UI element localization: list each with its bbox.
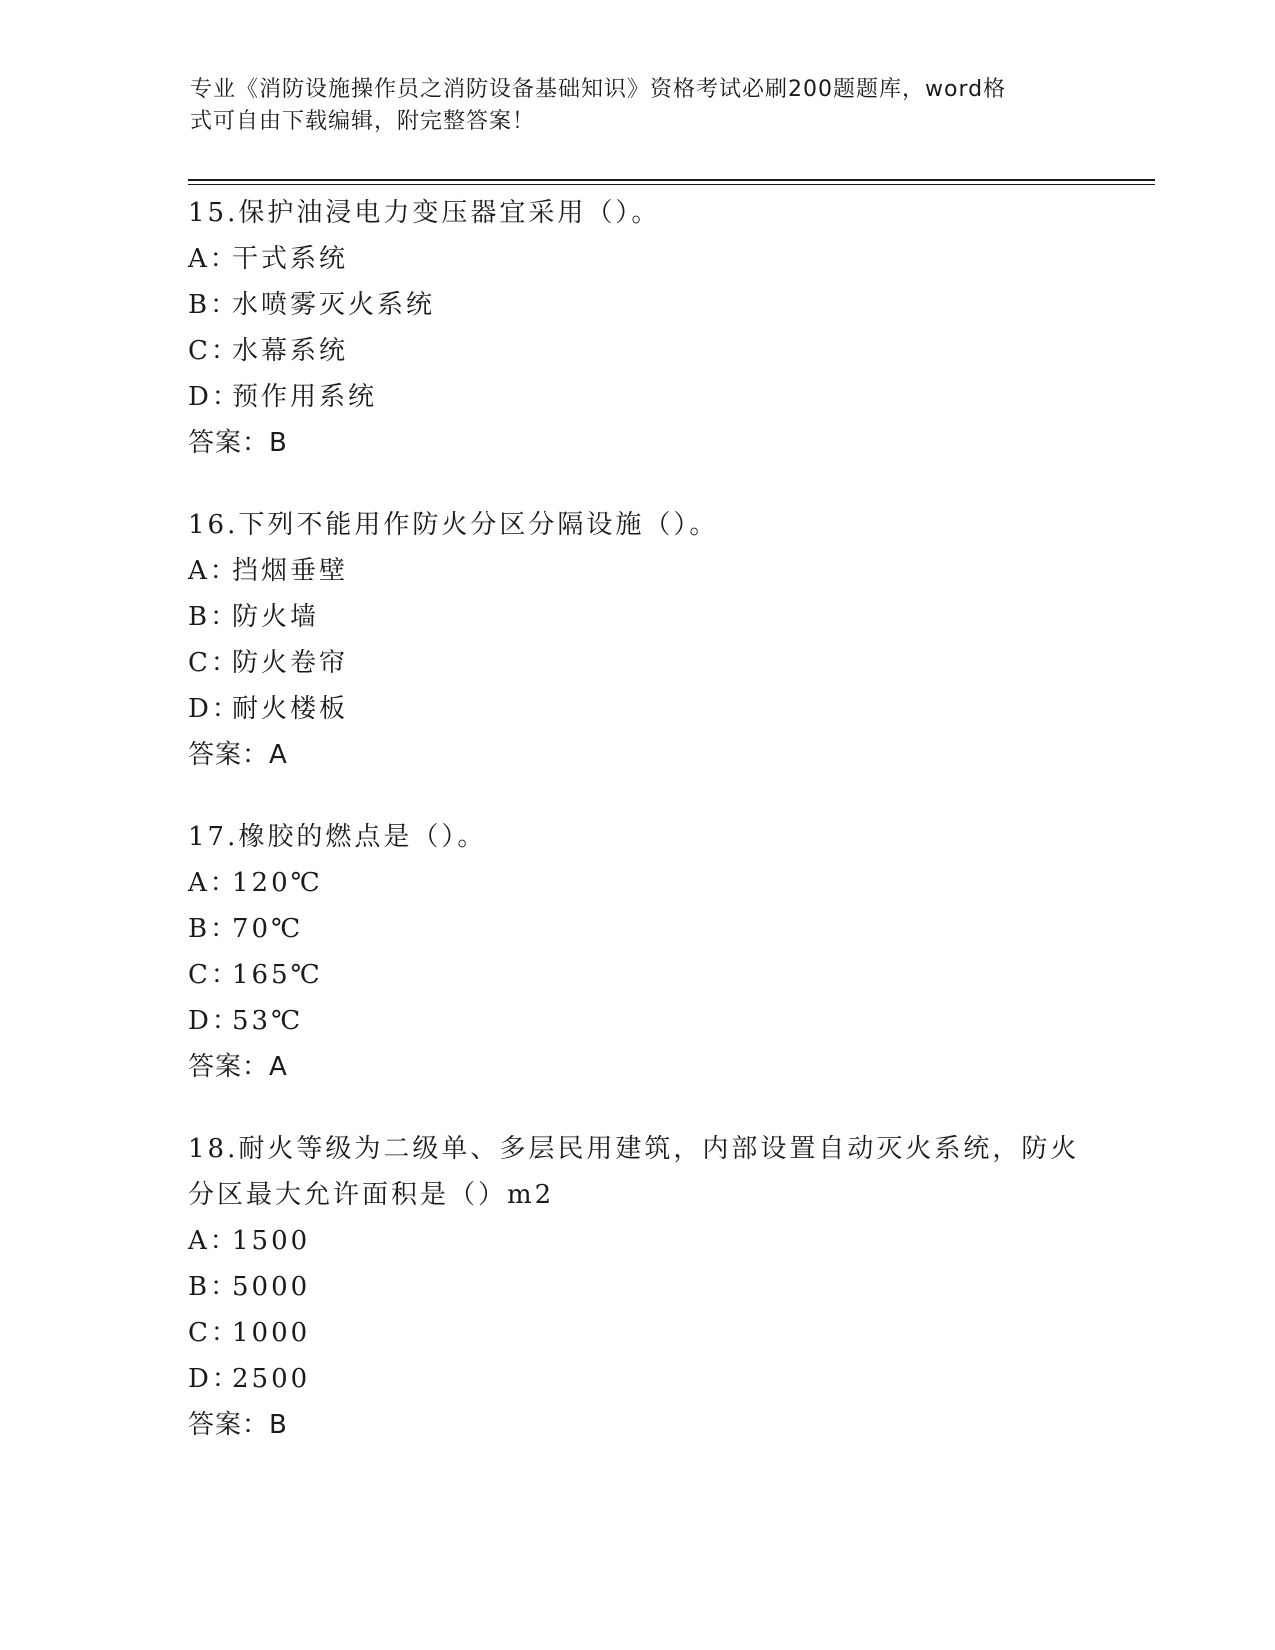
question-16 — [188, 502, 1088, 778]
option-c — [188, 640, 1088, 686]
option-text: 120℃ — [232, 868, 323, 898]
option-text: 耐火楼板 — [232, 694, 349, 724]
document-header — [190, 74, 1090, 138]
question-stem: 16.下列不能用作防火分区分隔设施（）。 — [188, 510, 719, 540]
question-stem: 18.耐火等级为二级单、多层民用建筑，内部设置自动灭火系统，防火分区最大允许面积是（）m2 — [188, 1134, 1080, 1210]
option-letter: D： — [188, 1006, 241, 1036]
option-letter: D： — [188, 1364, 241, 1394]
question-15 — [188, 190, 1088, 466]
header-line-1: 专业《消防设施操作员之消防设备基础知识》资格考试必刷200题题库，word格 — [190, 77, 1007, 102]
option-text: 1500 — [232, 1226, 311, 1256]
option-a — [188, 236, 1088, 282]
option-text: 挡烟垂壁 — [232, 556, 349, 586]
option-text: 水喷雾灭火系统 — [232, 290, 436, 320]
option-letter: C： — [188, 960, 240, 990]
option-text: 70℃ — [232, 914, 304, 944]
option-text: 防火墙 — [232, 602, 320, 632]
question-18 — [188, 1126, 1088, 1448]
option-b — [188, 594, 1088, 640]
question-stem: 15.保护油浸电力变压器宜采用（）。 — [188, 198, 661, 228]
option-text: 防火卷帘 — [232, 648, 349, 678]
option-letter: D： — [188, 694, 241, 724]
option-letter: C： — [188, 336, 240, 366]
option-letter: A： — [188, 868, 239, 898]
option-letter: C： — [188, 1318, 240, 1348]
option-b — [188, 282, 1088, 328]
option-text: 干式系统 — [232, 244, 349, 274]
option-text: 5000 — [232, 1272, 311, 1302]
option-letter: B： — [188, 1272, 240, 1302]
option-letter: B： — [188, 602, 240, 632]
answer: 答案：B — [188, 428, 288, 458]
option-a — [188, 860, 1088, 906]
option-c — [188, 1310, 1088, 1356]
option-letter: C： — [188, 648, 240, 678]
option-text: 165℃ — [232, 960, 323, 990]
header-line-2: 式可自由下载编辑，附完整答案！ — [190, 109, 536, 134]
option-text: 预作用系统 — [232, 382, 378, 412]
option-letter: D： — [188, 382, 241, 412]
option-letter: B： — [188, 914, 240, 944]
option-letter: A： — [188, 244, 239, 274]
option-letter: B： — [188, 290, 240, 320]
option-b — [188, 906, 1088, 952]
option-text: 1000 — [232, 1318, 311, 1348]
answer: 答案：A — [188, 740, 288, 770]
option-d — [188, 998, 1088, 1044]
option-d — [188, 1356, 1088, 1402]
option-b — [188, 1264, 1088, 1310]
answer: 答案：A — [188, 1052, 288, 1082]
answer: 答案：B — [188, 1410, 288, 1440]
option-text: 53℃ — [232, 1006, 304, 1036]
option-letter: A： — [188, 1226, 239, 1256]
question-list — [188, 190, 1088, 1484]
option-d — [188, 374, 1088, 420]
question-stem: 17.橡胶的燃点是（）。 — [188, 822, 487, 852]
option-a — [188, 548, 1088, 594]
header-divider-thick — [188, 179, 1155, 181]
header-divider-thin — [188, 184, 1155, 185]
option-text: 水幕系统 — [232, 336, 349, 366]
option-text: 2500 — [232, 1364, 311, 1394]
option-c — [188, 952, 1088, 998]
option-letter: A： — [188, 556, 239, 586]
question-17 — [188, 814, 1088, 1090]
option-c — [188, 328, 1088, 374]
option-a — [188, 1218, 1088, 1264]
option-d — [188, 686, 1088, 732]
